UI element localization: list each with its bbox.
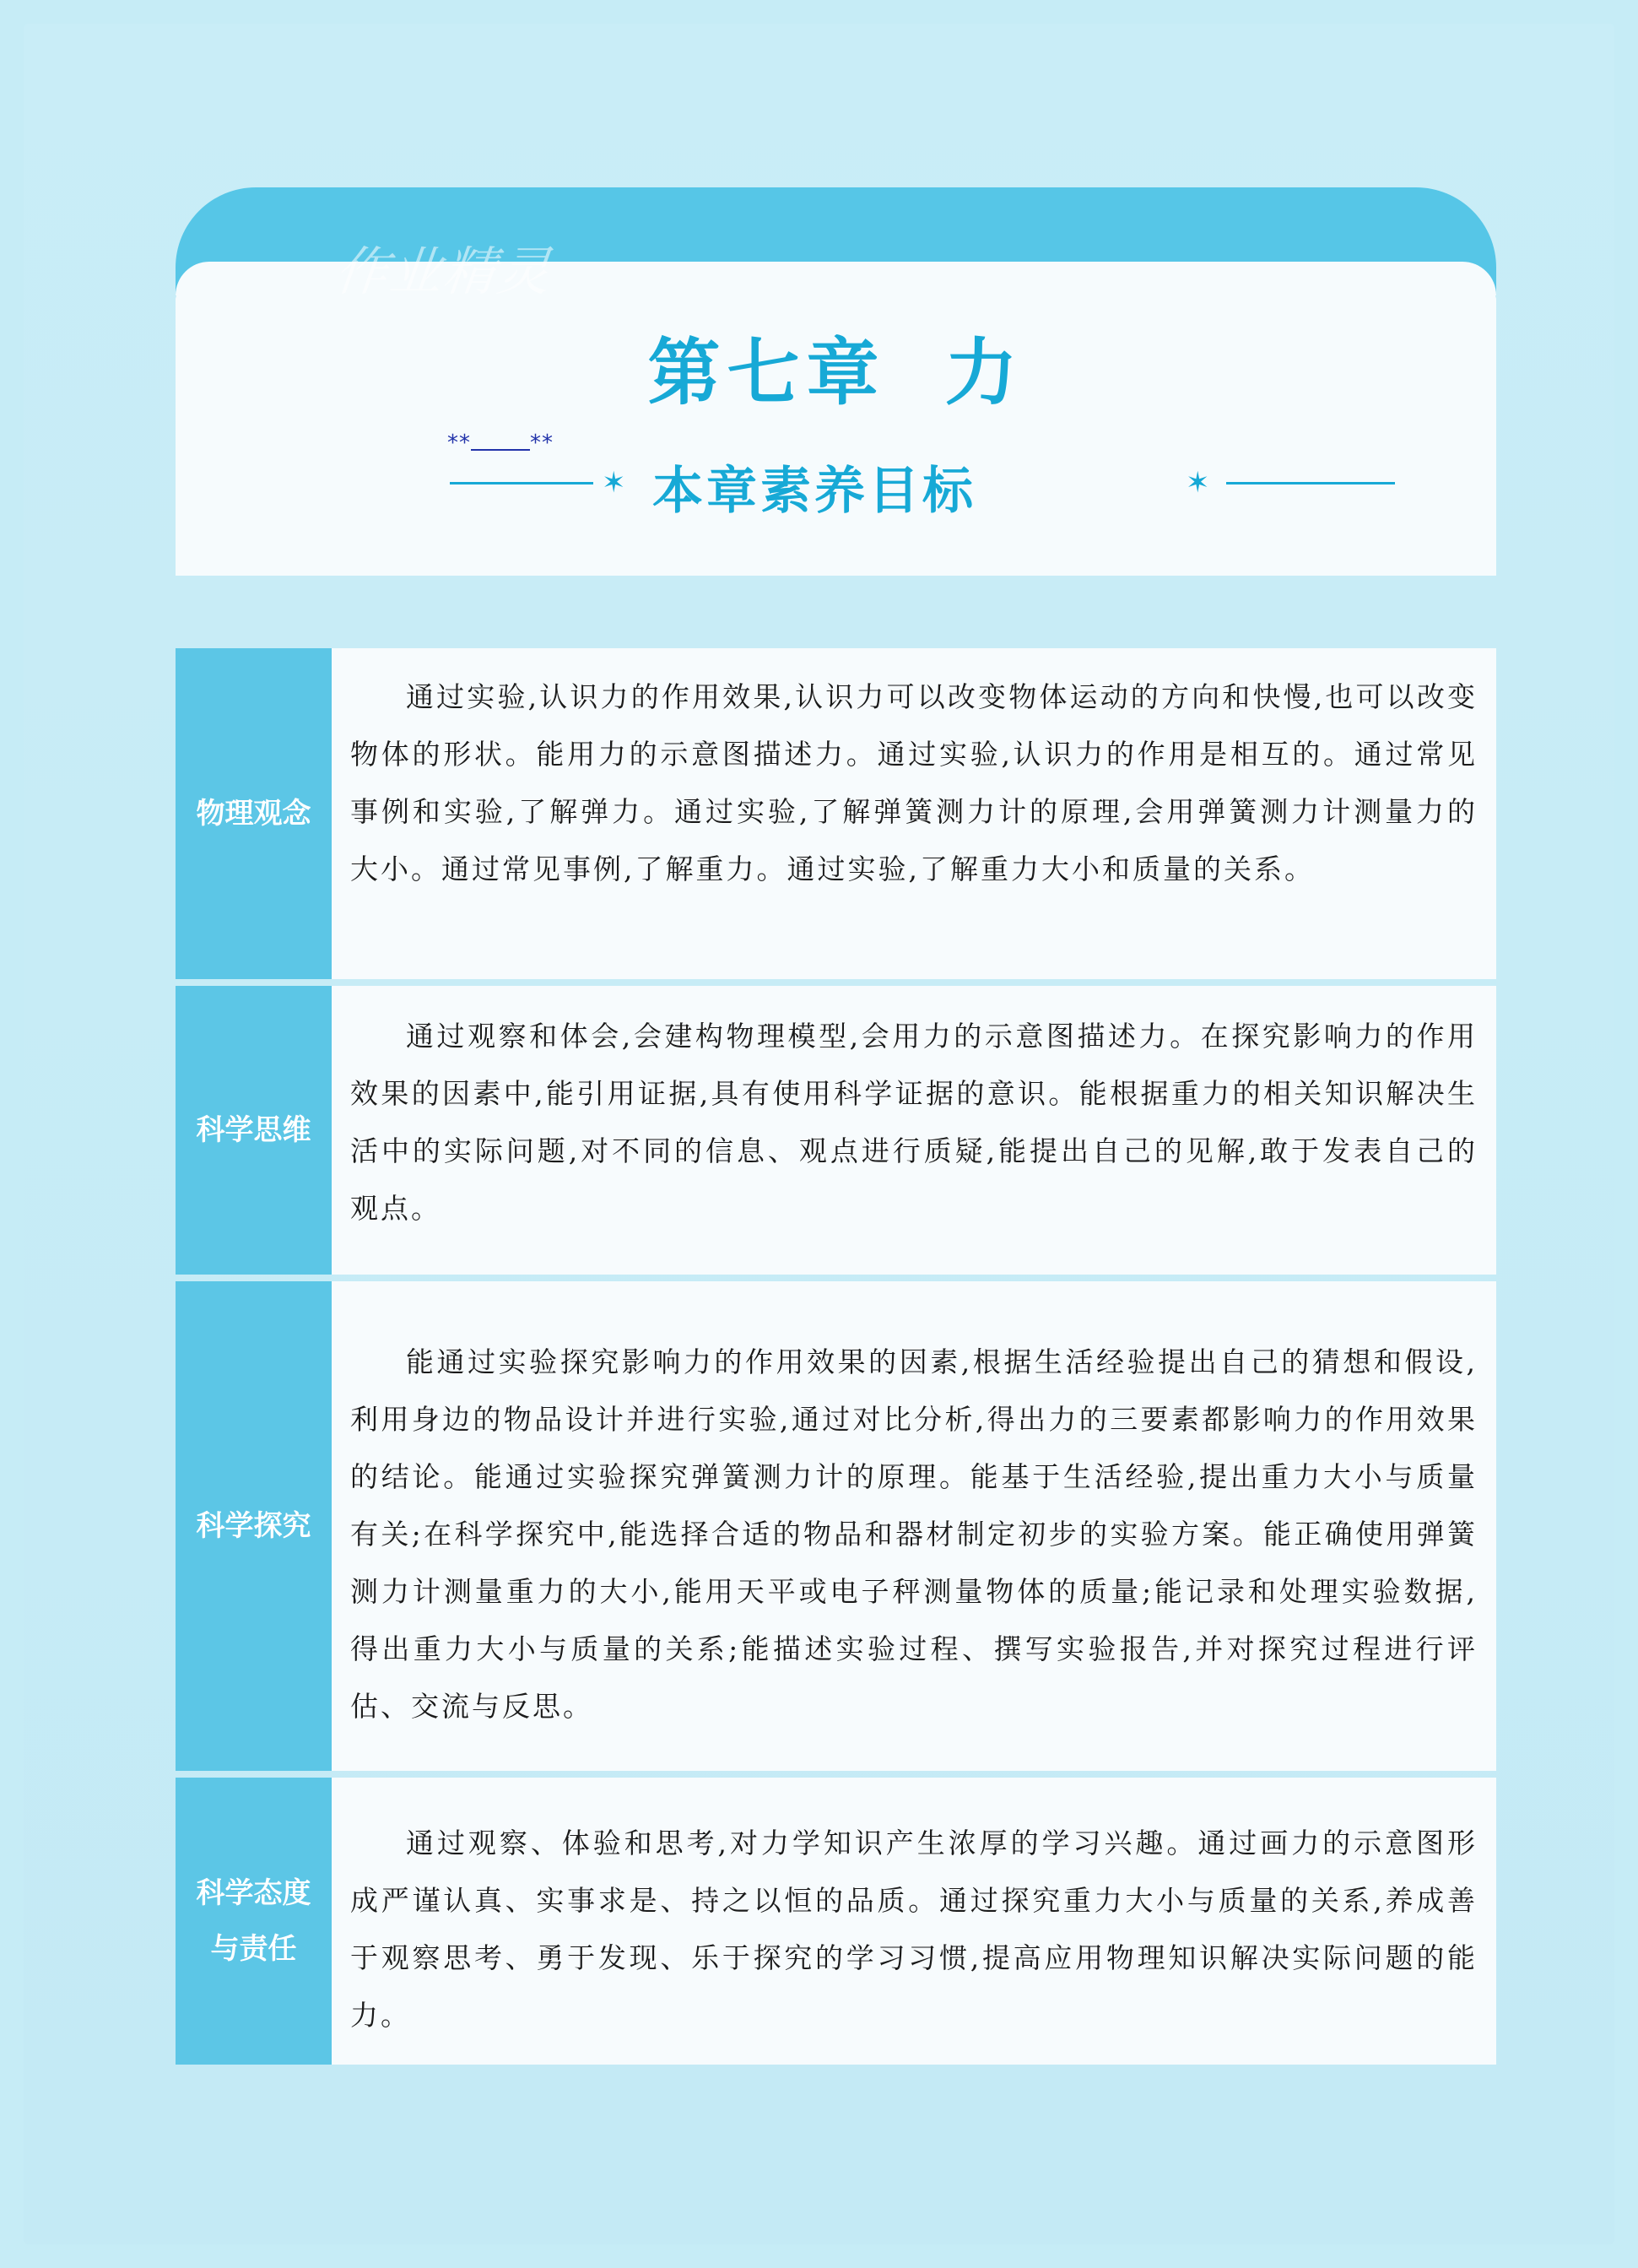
section-heading bbox=[450, 451, 1429, 521]
mark-right: ** bbox=[530, 430, 554, 456]
divider-right bbox=[1226, 482, 1395, 484]
goal-text: 通过观察和体会,会建构物理模型,会用力的示意图描述力。在探究影响力的作用效果的因素中,能引用证据,具有使用科学证据的意识。能根据重力的相关知识解决生活中的实际问题,对不同的信息、观点进行质疑,能提出自己的见解,敢于发表自己的观点。 bbox=[332, 986, 1496, 1275]
goal-label-line2: 与责任 bbox=[210, 1932, 297, 1966]
goal-label: 科学思维 bbox=[176, 986, 332, 1275]
goal-text: 能通过实验探究影响力的作用效果的因素,根据生活经验提出自己的猜想和假设,利用身边的物品设计并进行实验,通过对比分析,得出力的三要素都影响力的作用效果的结论。能通过实验探究弹簧测力计的原理。能基于生活经验,提出重力大小与质量有关;在科学探究中,能选择合适的物品和器材制定初步的实验方案。能正确使用弹簧测力计测量重力的大小,能用天平或电子秤测量物体的质量;能记录和处理实验数据,得出重力大小与质量的关系;能描述实验过程、撰写实验报告,并对探究过程进行评估、交流与反思。 bbox=[332, 1281, 1496, 1771]
goal-row-attitude-responsibility bbox=[176, 1778, 1496, 2065]
goals-table bbox=[176, 648, 1496, 2071]
chapter-header bbox=[176, 187, 1496, 576]
chapter-title bbox=[176, 314, 1496, 419]
star-icon: ✶ bbox=[602, 466, 626, 500]
chapter-name: 力 bbox=[944, 330, 1024, 415]
section-title: 本章素养目标 bbox=[652, 462, 976, 521]
mark-underline bbox=[471, 437, 530, 451]
handwritten-mark bbox=[447, 430, 554, 456]
goal-label: 科学探究 bbox=[176, 1281, 332, 1771]
mark-left: ** bbox=[447, 430, 471, 456]
star-icon: ✶ bbox=[1186, 466, 1210, 500]
goal-label: 物理观念 bbox=[176, 648, 332, 979]
goal-row-scientific-inquiry bbox=[176, 1281, 1496, 1771]
goal-label bbox=[176, 1778, 332, 2065]
goal-label-line1: 科学态度 bbox=[196, 1876, 311, 1910]
watermark: 作业精灵 bbox=[332, 241, 555, 302]
goal-row-physics-concept bbox=[176, 648, 1496, 979]
goal-text: 通过实验,认识力的作用效果,认识力可以改变物体运动的方向和快慢,也可以改变物体的形状。能用力的示意图描述力。通过实验,认识力的作用是相互的。通过常见事例和实验,了解弹力。通过实验,了解弹簧测力计的原理,会用弹簧测力计测量力的大小。通过常见事例,了解重力。通过实验,了解重力大小和质量的关系。 bbox=[332, 648, 1496, 979]
goal-text: 通过观察、体验和思考,对力学知识产生浓厚的学习兴趣。通过画力的示意图形成严谨认真、实事求是、持之以恒的品质。通过探究重力大小与质量的关系,养成善于观察思考、勇于发现、乐于探究的学习习惯,提高应用物理知识解决实际问题的能力。 bbox=[332, 1778, 1496, 2065]
goal-row-scientific-thinking bbox=[176, 986, 1496, 1275]
chapter-number: 第七章 bbox=[647, 330, 886, 415]
divider-left bbox=[450, 482, 593, 484]
